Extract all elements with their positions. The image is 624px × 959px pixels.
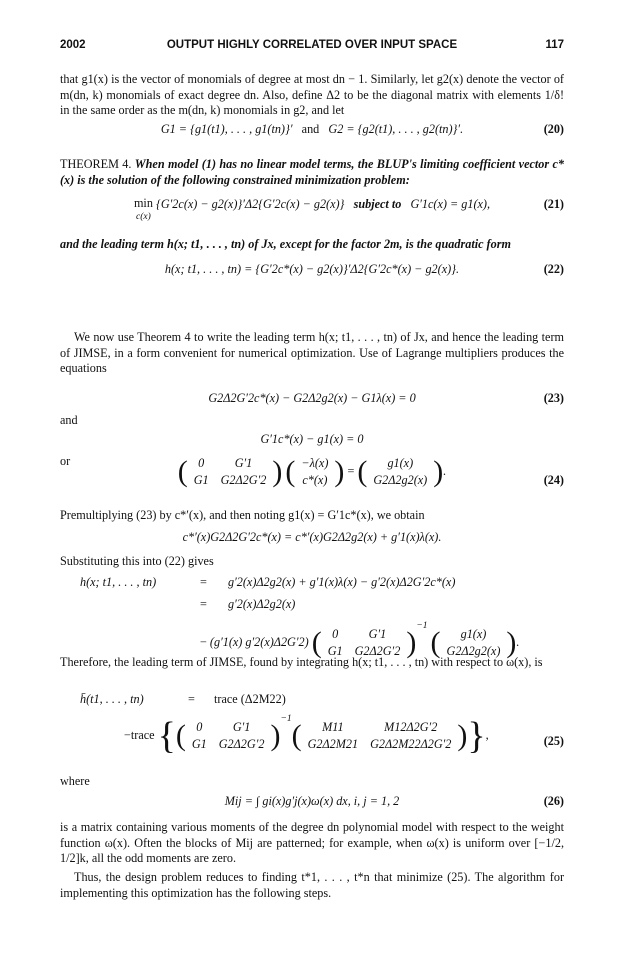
eq20-number: (20): [543, 122, 564, 136]
equation-24: ( 0 G′1 G1 G2Δ2G′2 ) ( −λ(x) c*(x) ) = ( g1(x) G2Δ2g2(x) ).: [177, 455, 447, 488]
h-lhs: h(x; t1, . . . , tn): [80, 575, 157, 589]
theorem-continuation: and the leading term h(x; t1, . . . , tn) of Jx, except for the factor 2m, is the quadratic form: [60, 237, 511, 251]
eq25-number: (25): [543, 734, 564, 748]
premultiplying-text: Premultiplying (23) by c*′(x), and then noting g1(x) = G′1c*(x), we obtain: [60, 508, 425, 522]
paragraph-design-problem: Thus, the design problem reduces to finding t*1, . . . , t*n that minimize (25). The algorithm for implementing this optimization has the following steps.: [60, 870, 564, 900]
intro-paragraph: that g1(x) is the vector of monomials of degree at most dn − 1. Similarly, let g2(x) denote the vector of m(dn, k) monomials of exact degree dn. Also, define Δ2 to be the diagonal matrix with elements 1/δ! in the same order as the m(dn, k) monomials in g2, and let: [60, 72, 564, 117]
eq20-right: G2 = {g2(t1), . . . , g2(tn)}′.: [328, 122, 464, 136]
eq25-line-2: −trace {( 0 G′1 G1 G2Δ2G′2 )$^{-1}$( M11 M12Δ2G′2 G2Δ2M21 G2Δ2M22Δ2G′2 )},: [124, 714, 489, 758]
header-year: 2002: [60, 39, 86, 51]
equation-26: Mij = ∫ gi(x)g′j(x)ω(x) dx, i, j = 1, 2: [224, 794, 400, 808]
eq21-objective: {G′2c(x) − g2(x)}′Δ2{G′2c(x) − g2(x)}: [155, 197, 345, 211]
constraint-equation: G′1c*(x) − g1(x) = 0: [260, 432, 364, 446]
eq21-constraint: G′1c(x) = g1(x),: [410, 197, 491, 211]
eq25-lhs: h̄(t1, . . . , tn): [80, 692, 144, 706]
eq24-matrix-a: 0 G′1 G1 G2Δ2G′2: [193, 456, 267, 487]
theorem-4: [60, 157, 564, 188]
paragraph-lagrange: We now use Theorem 4 to write the leading term h(x; t1, . . . , tn) of Jx, and hence the leading term of JIMSE, in a form convenient for numerical optimization. Use of Lagrange multipliers produces the equations: [60, 330, 564, 375]
eq21-subject-to: subject to: [353, 197, 402, 211]
equation-20: [60, 122, 564, 138]
or-connector: or: [60, 454, 71, 468]
eq24-vector-lambda-c: −λ(x) c*(x): [301, 456, 329, 487]
and-connector: and: [60, 413, 78, 427]
eq24-number: (24): [543, 473, 564, 487]
eq25-line-1: trace (Δ2M22): [214, 692, 286, 706]
eq21-min: min: [133, 196, 153, 210]
equation-23: G2Δ2G′2c*(x) − G2Δ2g2(x) − G1λ(x) = 0: [208, 391, 416, 405]
eq21-number: (21): [543, 197, 564, 211]
eq26-number: (26): [543, 794, 564, 808]
eq23-number: (23): [543, 391, 564, 405]
paragraph-moments: is a matrix containing various moments of the degree dn polynomial model with respect to the weight function ω(x). Often the blocks of Mij are patterned; for example, when ω(x) is uniform over [−1/2, 1/2]k, all the odd moments are zero.: [60, 820, 564, 865]
h-line-1: g′2(x)Δ2g2(x) + g′1(x)λ(x) − g′2(x)Δ2G′2c*(x): [228, 575, 456, 589]
eq24-vector-rhs: g1(x) G2Δ2g2(x): [373, 456, 428, 487]
header-title: OUTPUT HIGHLY CORRELATED OVER INPUT SPACE: [166, 39, 458, 51]
premultiplied-equation: c*′(x)G2Δ2G′2c*(x) = c*′(x)G2Δ2g2(x) + g′1(x)λ(x).: [182, 530, 442, 544]
eq22-number: (22): [543, 262, 564, 276]
header-page-number: 117: [545, 39, 564, 51]
eq20-and: and: [301, 122, 320, 136]
substituting-text: Substituting this into (22) gives: [60, 554, 214, 568]
h-line-3: − (g′1(x) g′2(x)Δ2G′2) ( 0 G′1 G1 G2Δ2G′2 )$^{-1}$ ( g1(x) G2Δ2g2(x) ).: [200, 621, 520, 660]
eq21-min-subscript: c(x): [136, 212, 151, 222]
theorem-label: THEOREM 4.: [60, 157, 132, 171]
where-connector: where: [60, 774, 90, 788]
h-line-2: g′2(x)Δ2g2(x): [228, 597, 296, 611]
theorem-statement: When model (1) has no linear model terms, the BLUP's limiting coefficient vector c*(x) is the solution of the following constrained minimization problem:: [60, 157, 564, 187]
eq20-left: G1 = {g1(t1), . . . , g1(tn)}′: [160, 122, 293, 136]
equation-21: [60, 197, 564, 223]
therefore-text: Therefore, the leading term of JIMSE, found by integrating h(x; t1, . . . , tn) with respect to ω(x), is: [60, 655, 543, 669]
equation-22: h(x; t1, . . . , tn) = {G′2c*(x) − g2(x)}′Δ2{G′2c*(x) − g2(x)}.: [164, 262, 460, 276]
